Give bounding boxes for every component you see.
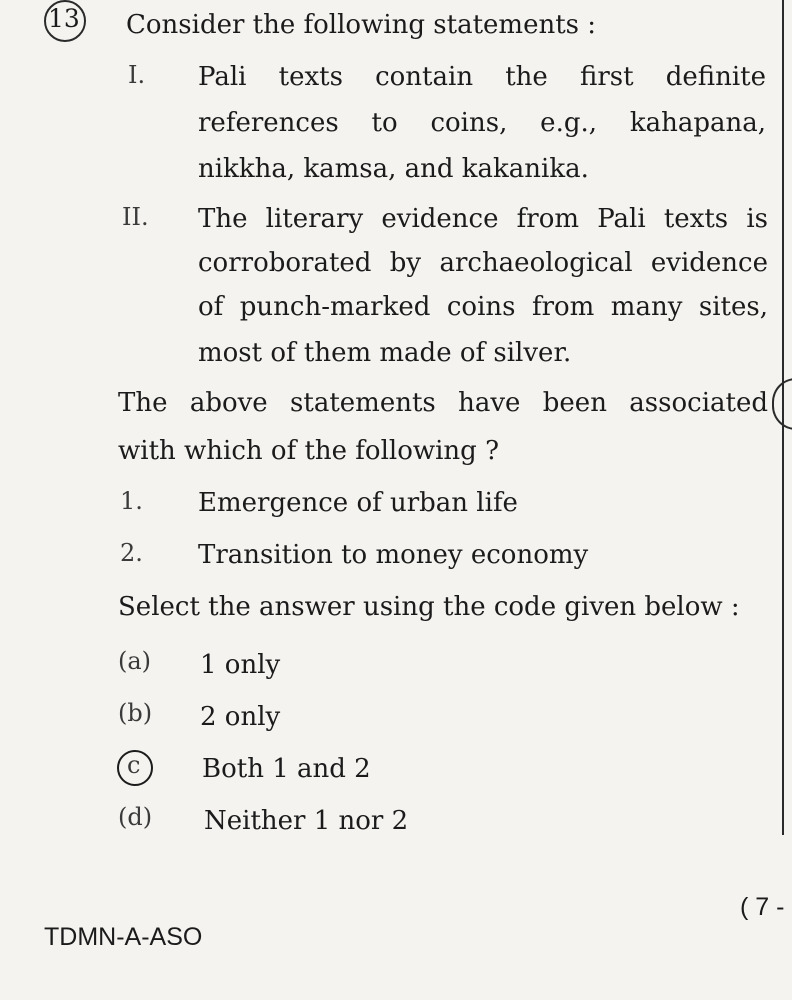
margin-bracket (772, 378, 792, 430)
statement-line: references to coins, e.g., kahapana, (198, 108, 766, 138)
association-prompt-line: with which of the following ? (118, 436, 500, 466)
statement-line: most of them made of silver. (198, 338, 572, 368)
code-prompt: Select the answer using the code given below : (118, 592, 740, 622)
question-prompt: Consider the following statements : (126, 10, 597, 40)
statement-label: I. (128, 61, 146, 89)
statement-line: The literary evidence from Pali texts is (198, 204, 768, 234)
option-text: Neither 1 nor 2 (204, 806, 409, 836)
item-text: Transition to money economy (198, 540, 589, 570)
option-text: Both 1 and 2 (202, 754, 371, 784)
option-label: c (127, 751, 141, 779)
statement-line: Pali texts contain the first definite (198, 62, 766, 92)
paper-code: TDMN-A-ASO (44, 923, 203, 951)
question-number-text: 13 (48, 4, 80, 33)
option-label: (d) (118, 803, 153, 831)
association-prompt-line: The above statements have been associated (118, 388, 768, 418)
option-text: 2 only (200, 702, 281, 732)
question-number-circle (44, 0, 86, 42)
option-text: 1 only (200, 650, 281, 680)
item-label: 1. (120, 487, 143, 515)
item-label: 2. (120, 539, 143, 567)
page-reference: ( 7 - (740, 893, 785, 921)
item-text: Emergence of urban life (198, 488, 518, 518)
statement-label: II. (122, 203, 149, 231)
statement-line: corroborated by archaeological evidence (198, 248, 768, 278)
statement-line: nikkha, kamsa, and kakanika. (198, 154, 589, 184)
option-label: (b) (118, 699, 153, 727)
option-label: (a) (118, 647, 152, 675)
statement-line: of punch-marked coins from many sites, (198, 292, 768, 322)
question-number (48, 2, 80, 36)
